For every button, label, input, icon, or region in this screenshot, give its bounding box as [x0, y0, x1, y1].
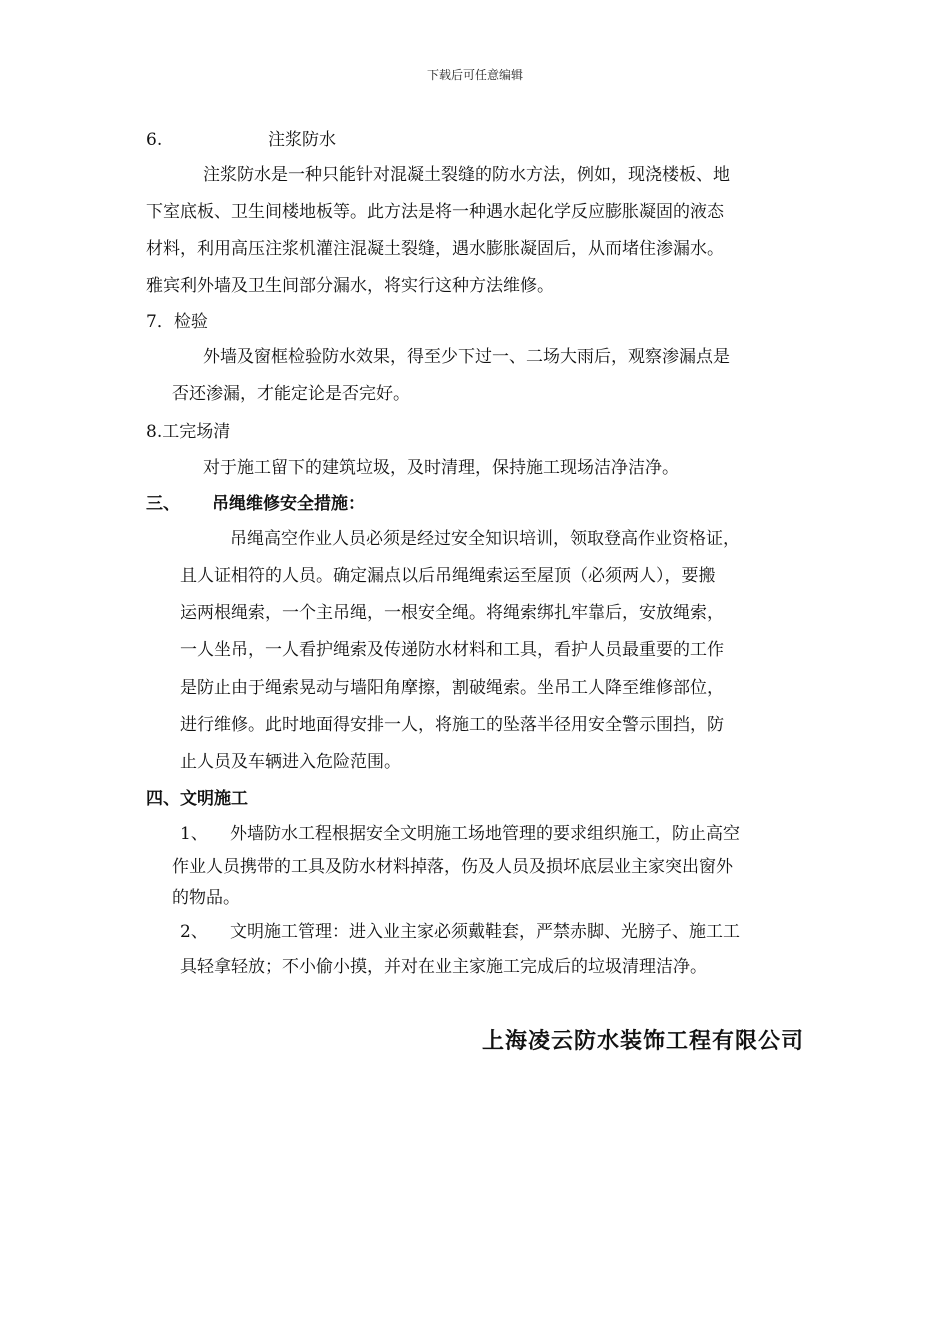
- part-4-item-1-number: 1、: [180, 824, 208, 844]
- part-3-number: 三、: [146, 494, 180, 514]
- section-6-line: 注浆防水是一种只能针对混凝土裂缝的防水方法，例如，现浇楼板、地: [203, 165, 730, 185]
- part-3-line: 吊绳高空作业人员必须是经过安全知识培训，领取登高作业资格证，: [230, 529, 740, 549]
- part-3-line: 止人员及车辆进入危险范围。: [180, 752, 401, 772]
- section-6-title: 注浆防水: [268, 130, 336, 150]
- part-3-line: 且人证相符的人员。确定漏点以后吊绳绳索运至屋顶（必须两人），要搬: [180, 566, 716, 586]
- section-7-line: 否还渗漏，才能定论是否完好。: [172, 384, 410, 404]
- part-3-line: 一人坐吊，一人看护绳索及传递防水材料和工具，看护人员最重要的工作: [180, 640, 724, 660]
- section-8-heading: 8.工完场清: [146, 422, 231, 442]
- section-6-number: 6.: [146, 130, 163, 150]
- part-4-item-2-number: 2、: [180, 922, 208, 942]
- part-4-item-2-line: 文明施工管理：进入业主家必须戴鞋套，严禁赤脚、光膀子、施工工: [230, 922, 740, 942]
- section-6-line: 材料，利用高压注浆机灌注混凝土裂缝，遇水膨胀凝固后，从而堵住渗漏水。: [146, 239, 724, 259]
- part-4-item-1-line: 作业人员携带的工具及防水材料掉落，伤及人员及损坏底层业主家突出窗外: [172, 857, 733, 877]
- part-4-item-1-line: 的物品。: [172, 888, 240, 908]
- part-3-title: 吊绳维修安全措施：: [212, 494, 365, 514]
- section-6-line: 下室底板、卫生间楼地板等。此方法是将一种遇水起化学反应膨胀凝固的液态: [146, 202, 724, 222]
- part-3-line: 进行维修。此时地面得安排一人，将施工的坠落半径用安全警示围挡，防: [180, 715, 724, 735]
- section-8-line: 对于施工留下的建筑垃圾，及时清理，保持施工现场洁净洁净。: [203, 458, 679, 478]
- section-7-line: 外墙及窗框检验防水效果，得至少下过一、二场大雨后，观察渗漏点是: [203, 347, 730, 367]
- part-4-item-2-line: 具轻拿轻放；不小偷小摸，并对在业主家施工完成后的垃圾清理洁净。: [180, 957, 707, 977]
- section-7-heading: 7．检验: [146, 312, 208, 332]
- part-3-line: 是防止由于绳索晃动与墙阳角摩擦，割破绳索。坐吊工人降至维修部位，: [180, 678, 724, 698]
- section-6-line: 雅宾利外墙及卫生间部分漏水，将实行这种方法维修。: [146, 276, 554, 296]
- part-4-title: 四、文明施工: [146, 789, 248, 809]
- part-4-item-1-line: 外墙防水工程根据安全文明施工场地管理的要求组织施工，防止高空: [230, 824, 740, 844]
- part-3-line: 运两根绳索，一个主吊绳，一根安全绳。将绳索绑扎牢靠后，安放绳索，: [180, 603, 724, 623]
- company-name: 上海凌云防水装饰工程有限公司: [481, 1028, 804, 1054]
- page-header-note: 下载后可任意编辑: [426, 68, 523, 82]
